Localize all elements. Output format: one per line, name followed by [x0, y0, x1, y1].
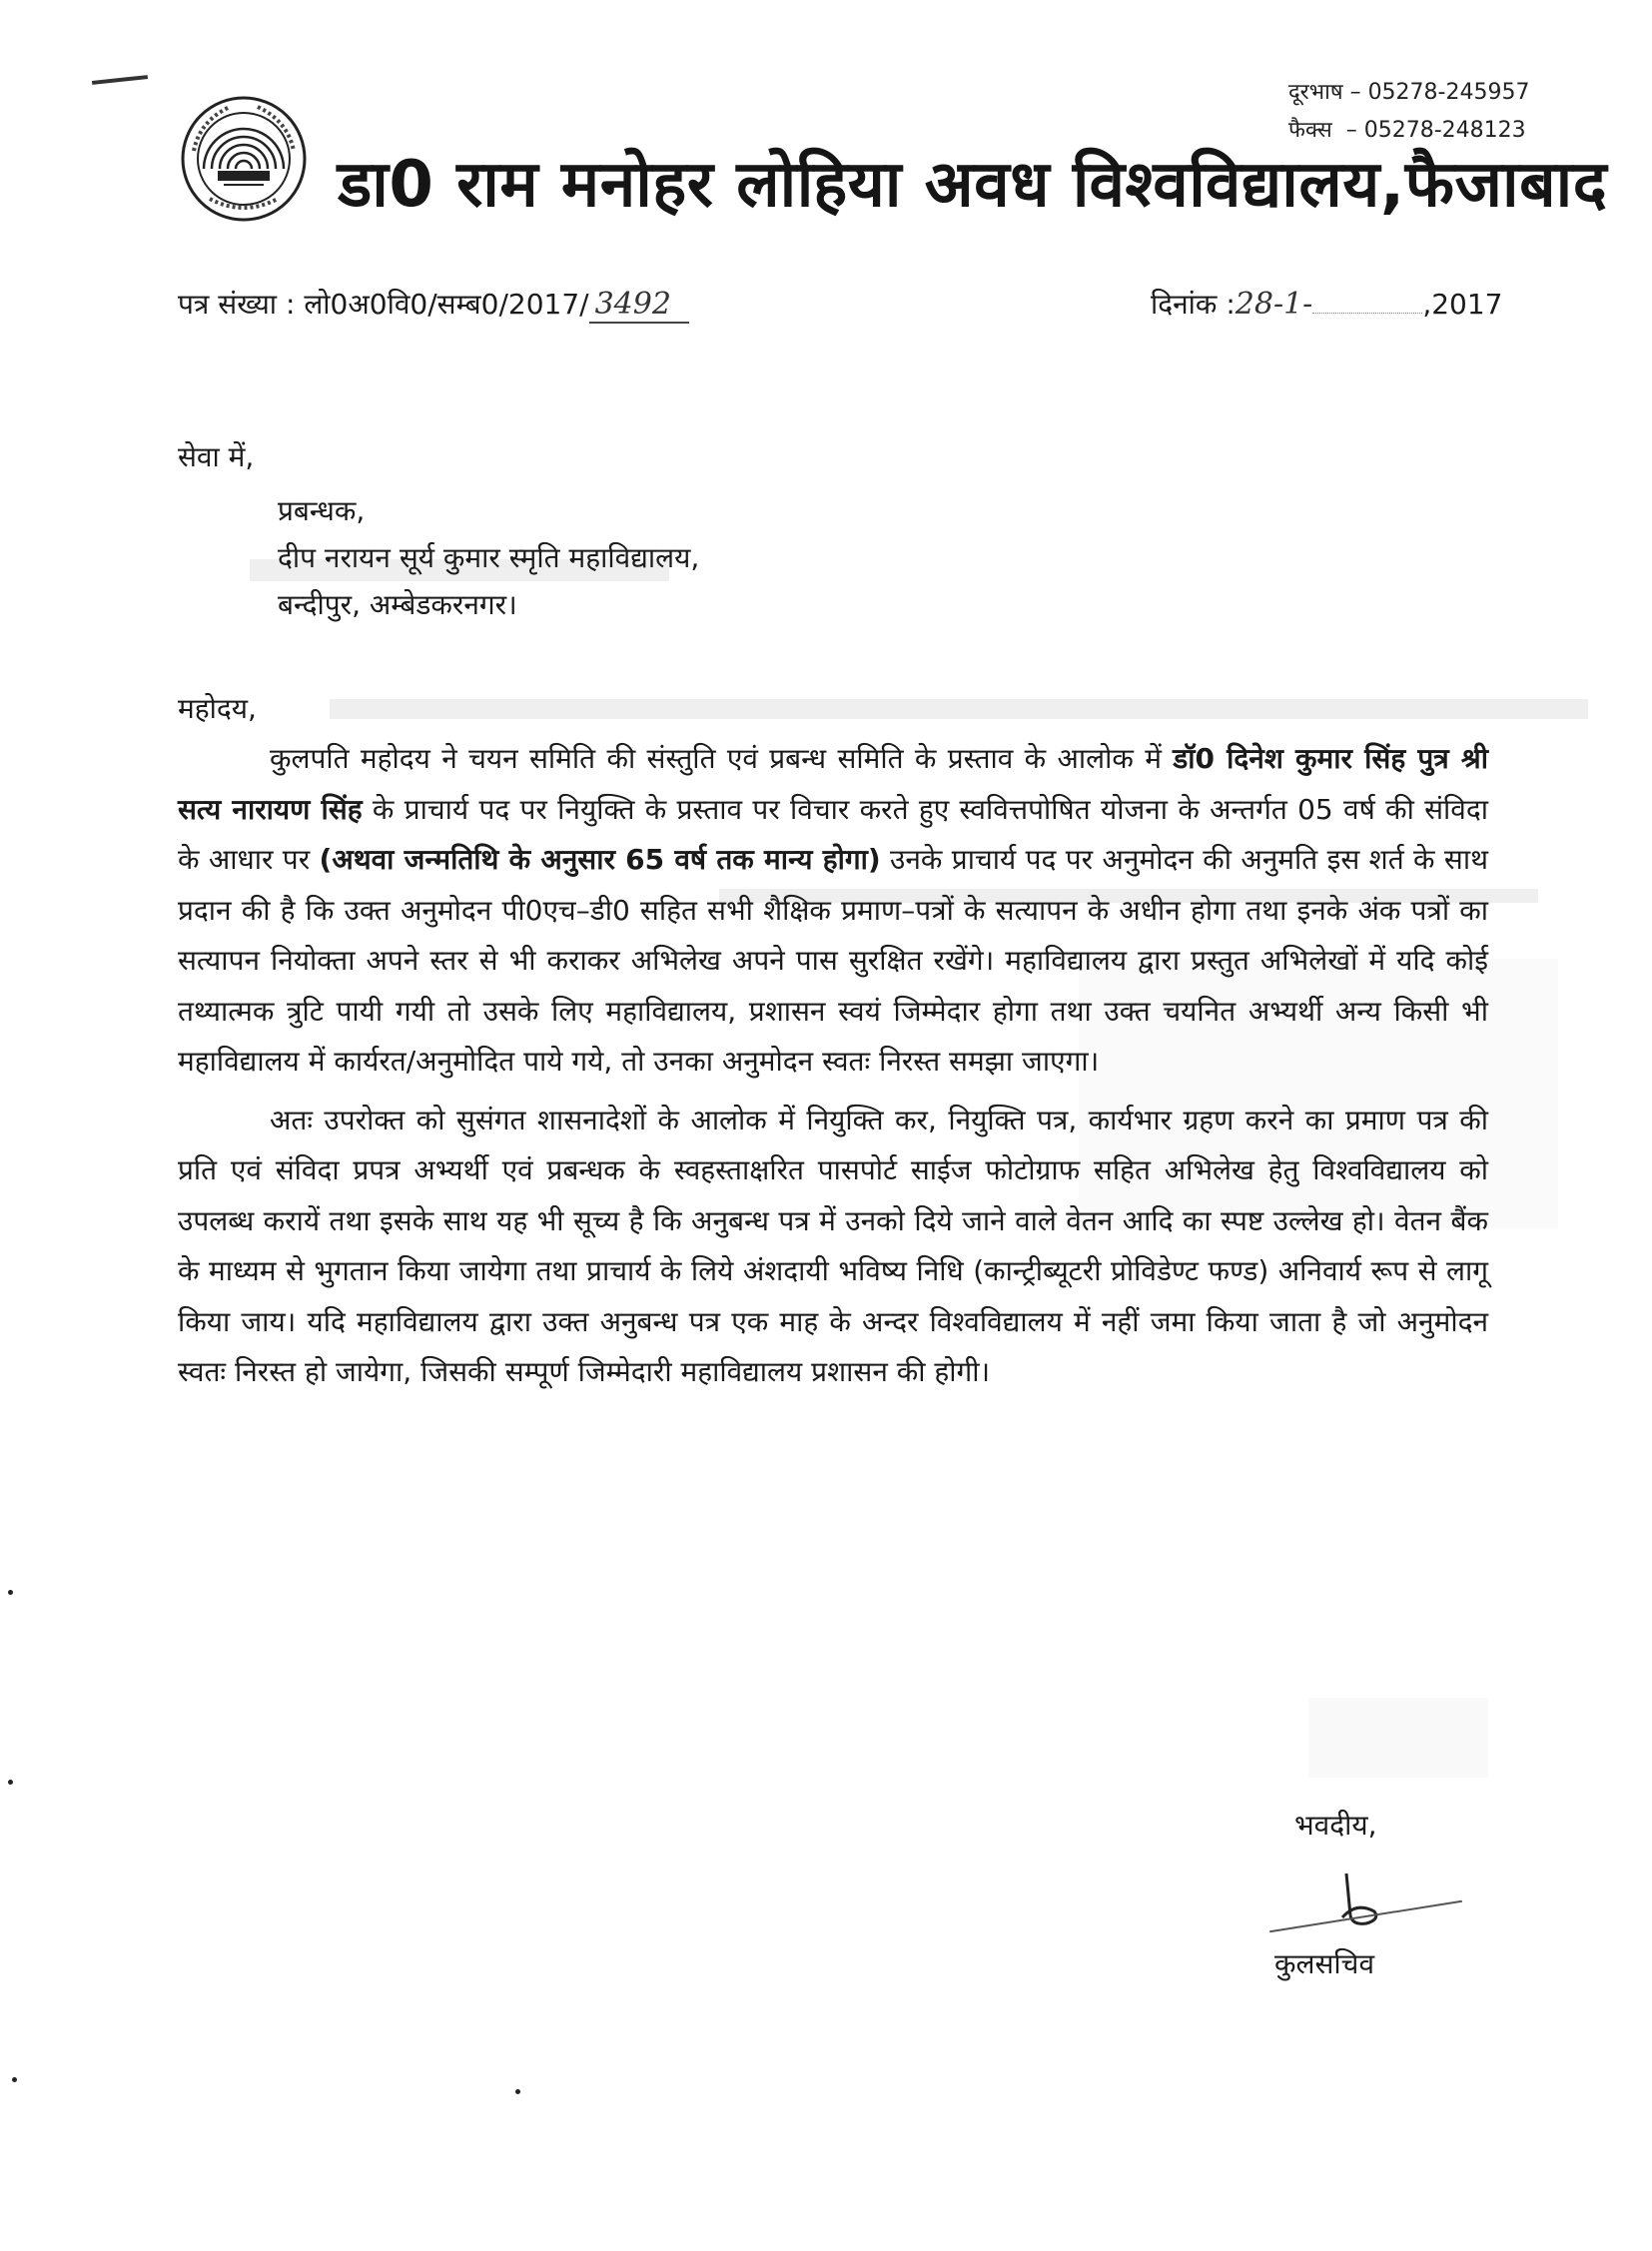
- phone-label: दूरभाष: [1288, 80, 1343, 105]
- ref-label: पत्र संख्या :: [178, 288, 296, 321]
- phone-number: 05278-245957: [1367, 80, 1530, 105]
- date-year: ,2017: [1422, 288, 1503, 321]
- date-label: दिनांक :: [1151, 288, 1236, 321]
- pen-stroke: [92, 75, 148, 85]
- fax-label: फैक्स: [1288, 118, 1332, 143]
- bleed-through-mark: [330, 699, 1588, 719]
- fax-row: फैक्स – 05278-248123: [1288, 118, 1526, 143]
- recipient-line: दीप नरायन सूर्य कुमार स्मृति महाविद्यालय,: [278, 541, 700, 574]
- fax-number: 05278-248123: [1363, 118, 1526, 143]
- university-name: डा0 राम मनोहर लोहिया अवध विश्वविद्यालय,फैजाबाद: [338, 148, 1608, 222]
- to-label: सेवा में,: [178, 440, 255, 473]
- recipient-address: [278, 487, 699, 628]
- date-handwritten: 28-1-: [1235, 287, 1313, 322]
- reference-number: [178, 285, 689, 324]
- speck: [515, 2089, 520, 2094]
- university-seal-logo: [180, 95, 308, 223]
- letter-body: [178, 734, 1488, 1398]
- speck: [8, 1780, 13, 1785]
- letter-date: [1151, 285, 1502, 323]
- sign-off: भवदीय,: [1294, 1809, 1377, 1842]
- age-condition: (अथवा जन्मतिथि के अनुसार 65 वर्ष तक मान्य होगा): [319, 843, 881, 876]
- speck: [12, 2077, 17, 2082]
- body-paragraph: कुलपति महोदय ने चयन समिति की संस्तुति एवं प्रबन्ध समिति के प्रस्ताव के आलोक में डॉ0 दिनेश कुमार सिंह पुत्र श्री सत्य नारायण सिंह के प्राचार्य पद पर नियुक्ति के प्रस्ताव पर विचार करते हुए स्ववित्तपोषित योजना के अन्तर्गत 05 वर्ष की संविदा के आधार पर (अथवा जन्मतिथि के अनुसार 65 वर्ष तक मान्य होगा) उनके प्राचार्य पद पर अनुमोदन की अनुमति इस शर्त के साथ प्रदान की है कि उक्त अनुमोदन पी0एच–डी0 सहित सभी शैक्षिक प्रमाण–पत्रों के सत्यापन के अधीन होगा तथा इनके अंक पत्रों का सत्यापन नियोक्ता अपने स्तर से भी कराकर अभिलेख अपने पास सुरक्षित रखेंगे। महाविद्यालय द्वारा प्रस्तुत अभिलेखों में यदि कोई तथ्यात्मक त्रुटि पायी गयी तो उसके लिए महाविद्यालय, प्रशासन स्वयं जिम्मेदार होगा तथा उक्त चयनित अभ्यर्थी अन्य किसी भी महाविद्यालय में कार्यरत/अनुमोदित पाये गये, तो उनका अनुमोदन स्वतः निरस्त समझा जाएगा।: [178, 742, 1488, 1078]
- body-paragraph: अतः उपरोक्त को सुसंगत शासनादेशों के आलोक में नियुक्ति कर, नियुक्ति पत्र, कार्यभार ग्रहण करने का प्रमाण पत्र की प्रति एवं संविदा प्रपत्र अभ्यर्थी एवं प्रबन्धक के स्वहस्ताक्षरित पासपोर्ट साईज फोटोग्राफ सहित अभिलेख हेतु विश्वविद्यालय को उपलब्ध करायें तथा इसके साथ यह भी सूच्य है कि अनुबन्ध पत्र में उनको दिये जाने वाले वेतन आदि का स्पष्ट उल्लेख हो। वेतन बैंक के माध्यम से भुगतान किया जायेगा तथा प्राचार्य के लिये अंशदायी भविष्य निधि (कान्ट्रीब्यूटरी प्रोविडेण्ट फण्ड) अनिवार्य रूप से लागू किया जाय। यदि महाविद्यालय द्वारा उक्त अनुबन्ध पत्र एक माह के अन्दर विश्वविद्यालय में नहीं जमा किया जाता है जो अनुमोदन स्वतः निरस्त हो जायेगा, जिसकी सम्पूर्ण जिम्मेदारी महाविद्यालय प्रशासन की होगी।: [178, 1103, 1488, 1388]
- bleed-through-mark: [1308, 1698, 1488, 1778]
- ref-prefix: लो0अ0वि0/सम्ब0/2017/: [304, 288, 589, 321]
- ref-number-handwritten: 3492: [589, 287, 689, 324]
- designation: कुलसचिव: [1274, 1947, 1375, 1980]
- recipient-line: प्रबन्धक,: [278, 494, 366, 527]
- salutation: महोदय,: [178, 692, 257, 725]
- recipient-line: बन्दीपुर, अम्बेडकरनगर।: [278, 588, 517, 621]
- speck: [8, 1590, 13, 1595]
- signature: [1316, 1866, 1436, 1955]
- appointee-name: डॉ0 दिनेश कुमार सिंह पुत्र श्री सत्य नारायण सिंह: [178, 742, 1488, 826]
- phone-row: दूरभाष – 05278-245957: [1288, 80, 1530, 105]
